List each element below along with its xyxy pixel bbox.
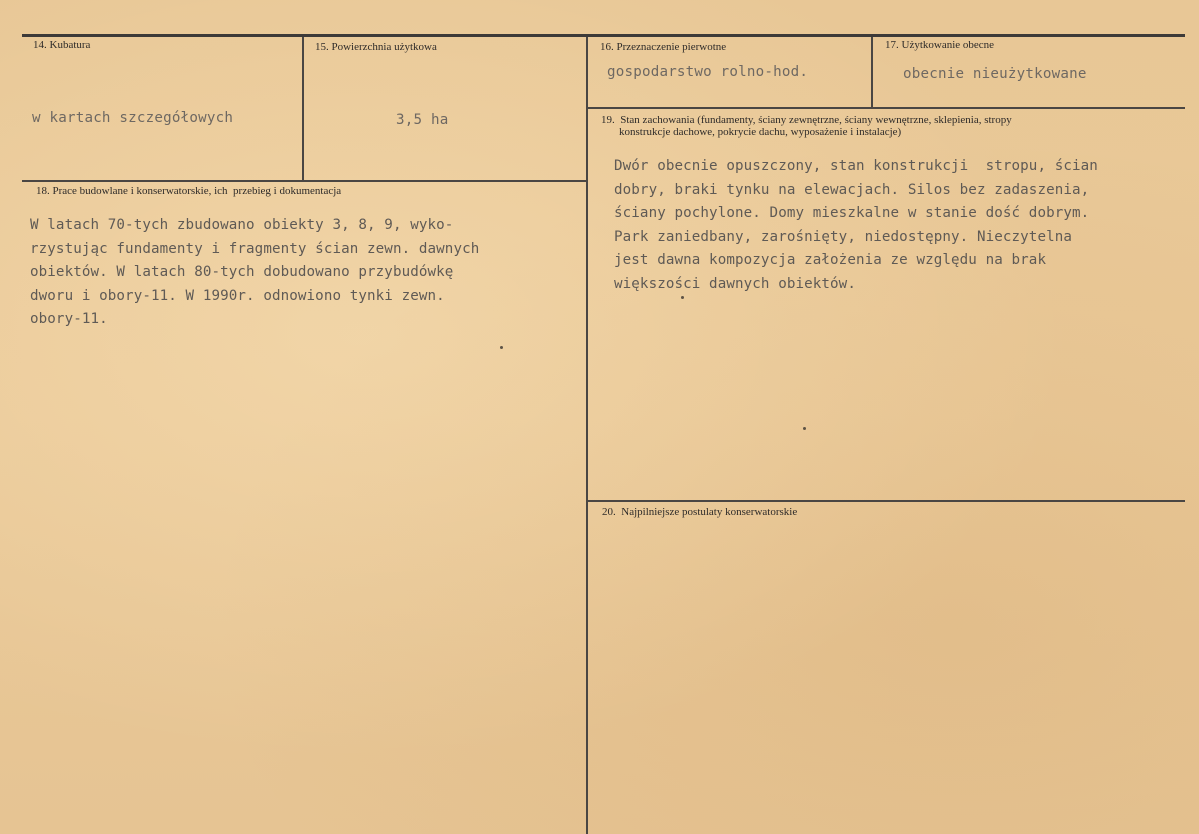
- field-17-value: obecnie nieużytkowane: [903, 66, 1087, 82]
- divider-row1-left: [22, 180, 588, 182]
- text-line: Park zaniedbany, zarośnięty, niedostępny. Nieczytelna: [614, 228, 1073, 245]
- field-18-label: 18. Prace budowlane i konserwatorskie, ich przebieg i dokumentacja: [36, 185, 342, 197]
- divider-15-16: [586, 37, 588, 834]
- field-14-value: w kartach szczegółowych: [32, 110, 234, 126]
- field-17-label: 17. Użytkowanie obecne: [885, 39, 995, 51]
- divider-14-15: [302, 37, 304, 181]
- ink-speck: [500, 346, 503, 349]
- text-line: obiektów. W latach 80-tych dobudowano przybudówkę: [30, 264, 454, 280]
- field-16-label: 16. Przeznaczenie pierwotne: [600, 41, 727, 53]
- ink-speck: [681, 296, 684, 299]
- text-line: większości dawnych obiektów.: [614, 275, 856, 292]
- field-19-label-line1: 19. Stan zachowania (fundamenty, ściany zewnętrzne, ściany wewnętrzne, sklepienia, stropy: [601, 114, 1012, 126]
- text-line: obory-11.: [30, 311, 108, 327]
- text-line: W latach 70-tych zbudowano obiekty 3, 8, 9, wyko-: [30, 217, 454, 233]
- field-20-label: 20. Najpilniejsze postulaty konserwatorskie: [602, 506, 798, 518]
- top-rule: [22, 34, 1185, 37]
- text-line: ściany pochylone. Domy mieszkalne w stanie dość dobrym.: [614, 205, 1090, 221]
- field-19-label-line2: konstrukcje dachowe, pokrycie dachu, wyposażenie i instalacje): [619, 126, 902, 138]
- divider-19-20: [588, 500, 1185, 502]
- field-15-label: 15. Powierzchnia użytkowa: [315, 41, 437, 53]
- field-16-value: gospodarstwo rolno-hod.: [607, 64, 809, 80]
- divider-row1-right: [588, 107, 1185, 109]
- text-line: rzystując fundamenty i fragmenty ścian zewn. dawnych: [30, 240, 480, 257]
- field-14-label: 14. Kubatura: [33, 39, 91, 51]
- ink-speck: [803, 427, 806, 430]
- text-line: dworu i obory-11. W 1990r. odnowiono tynki zewn.: [30, 287, 445, 304]
- text-line: jest dawna kompozycja założenia ze względu na brak: [614, 252, 1047, 268]
- field-15-value: 3,5 ha: [396, 112, 449, 128]
- divider-16-17: [871, 37, 873, 108]
- field-19-text: [614, 155, 1098, 296]
- text-line: Dwór obecnie opuszczony, stan konstrukcji stropu, ścian: [614, 158, 1098, 174]
- text-line: dobry, braki tynku na elewacjach. Silos bez zadaszenia,: [614, 181, 1090, 198]
- field-18-text: [30, 214, 479, 332]
